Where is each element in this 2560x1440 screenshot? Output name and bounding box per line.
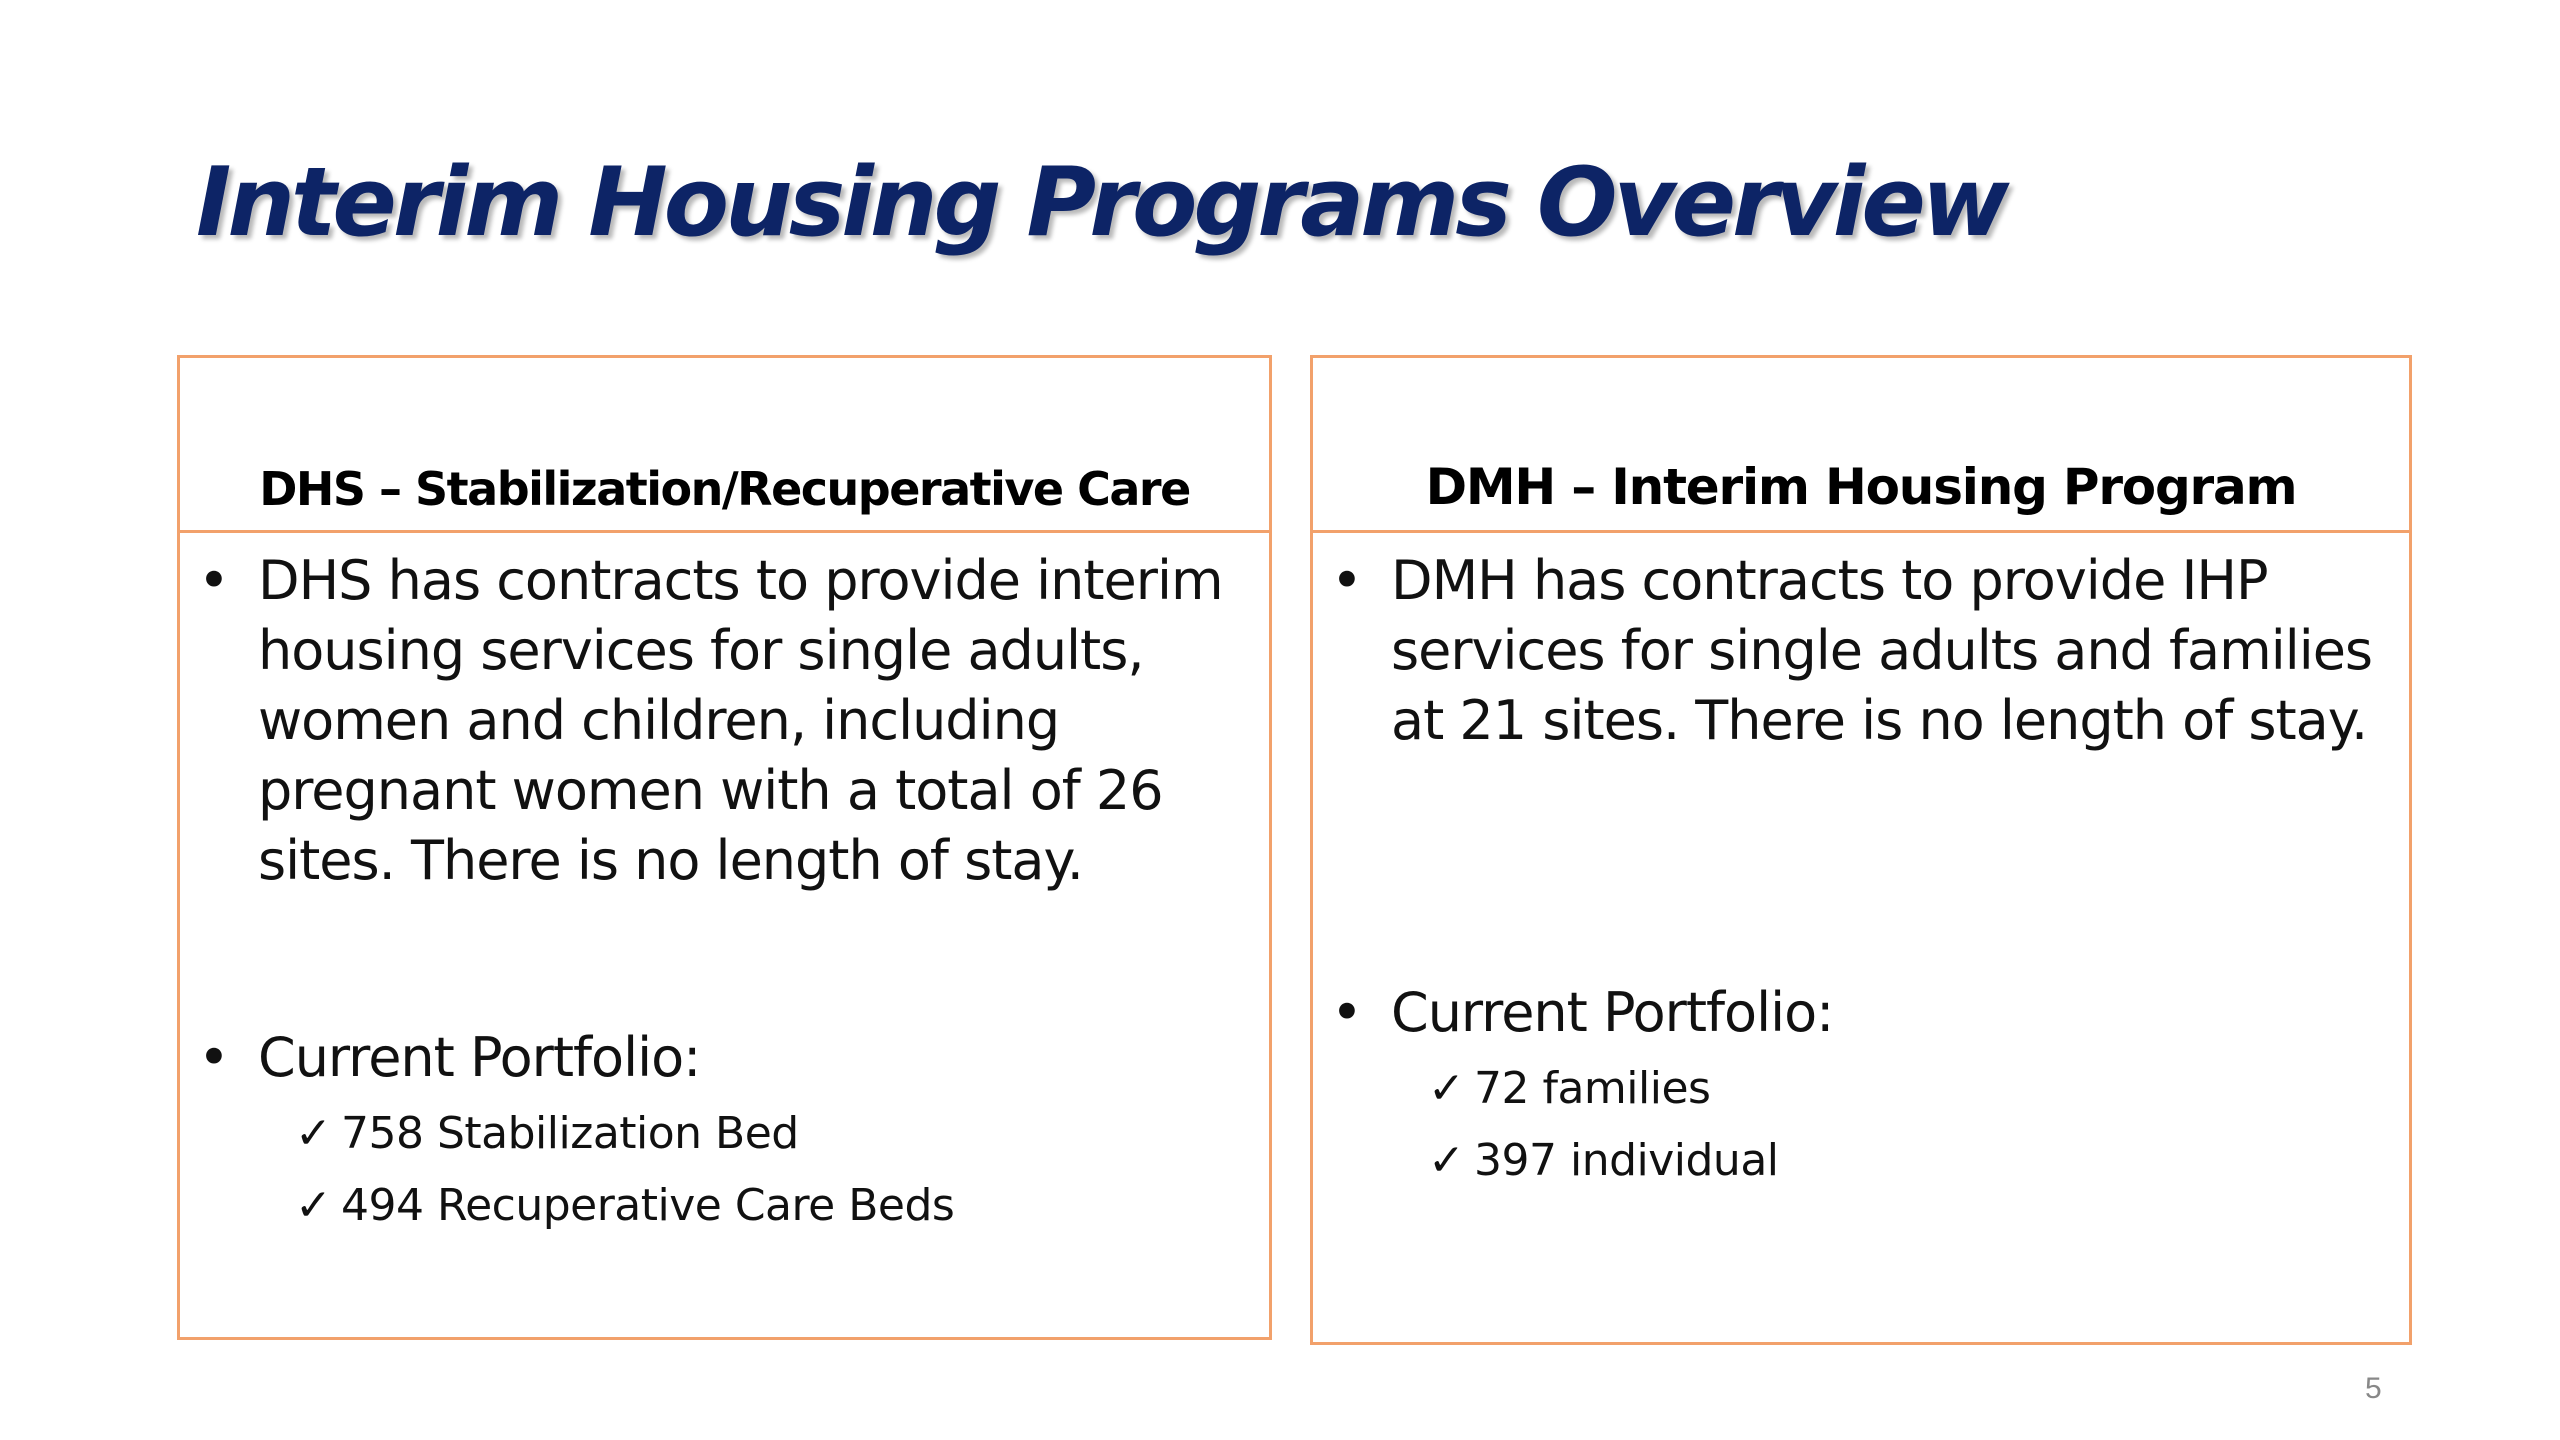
dmh-panel [1310, 355, 2412, 1345]
dmh-panel-header [1313, 358, 2409, 533]
list-item [1428, 1125, 1779, 1197]
dmh-description-text: DMH has contracts to provide IHP services for single adults and families at 21 sites. There is no length of stay. [1391, 549, 2373, 752]
dhs-description-bullet [198, 546, 1249, 896]
dmh-portfolio-list [1428, 1053, 1779, 1197]
portfolio-item-text: 397 individual [1474, 1135, 1779, 1186]
dhs-panel [177, 355, 1272, 1340]
dmh-panel-heading: DMH – Interim Housing Program [1425, 458, 2297, 516]
page-number: 5 [2365, 1372, 2382, 1405]
bullet-icon: • [1331, 549, 1362, 612]
checkmark-icon: ✓ [295, 1180, 332, 1231]
portfolio-item-text: 72 families [1474, 1063, 1711, 1114]
dhs-portfolio-label: Current Portfolio: [258, 1026, 701, 1089]
list-item [1428, 1053, 1779, 1125]
dhs-portfolio-list [295, 1098, 954, 1242]
portfolio-item-text: 494 Recuperative Care Beds [341, 1180, 955, 1231]
dmh-portfolio-bullet [1331, 978, 2389, 1048]
slide-title: Interim Housing Programs Overview [196, 148, 2006, 258]
checkmark-icon: ✓ [1428, 1135, 1465, 1186]
dmh-description-bullet [1331, 546, 2389, 756]
bullet-icon: • [198, 549, 229, 612]
list-item [295, 1170, 954, 1242]
dmh-portfolio-label: Current Portfolio: [1391, 981, 1834, 1044]
checkmark-icon: ✓ [295, 1108, 332, 1159]
checkmark-icon: ✓ [1428, 1063, 1465, 1114]
dhs-description-text: DHS has contracts to provide interim housing services for single adults, women and children, including pregnant women with a total of 26 sites. There is no length of stay. [258, 549, 1223, 892]
dhs-portfolio-bullet [198, 1023, 1249, 1093]
bullet-icon: • [1331, 981, 1362, 1044]
list-item [295, 1098, 954, 1170]
dhs-panel-heading: DHS – Stabilization/Recuperative Care [259, 462, 1190, 516]
dhs-panel-header [180, 358, 1269, 533]
bullet-icon: • [198, 1026, 229, 1089]
portfolio-item-text: 758 Stabilization Bed [341, 1108, 799, 1159]
